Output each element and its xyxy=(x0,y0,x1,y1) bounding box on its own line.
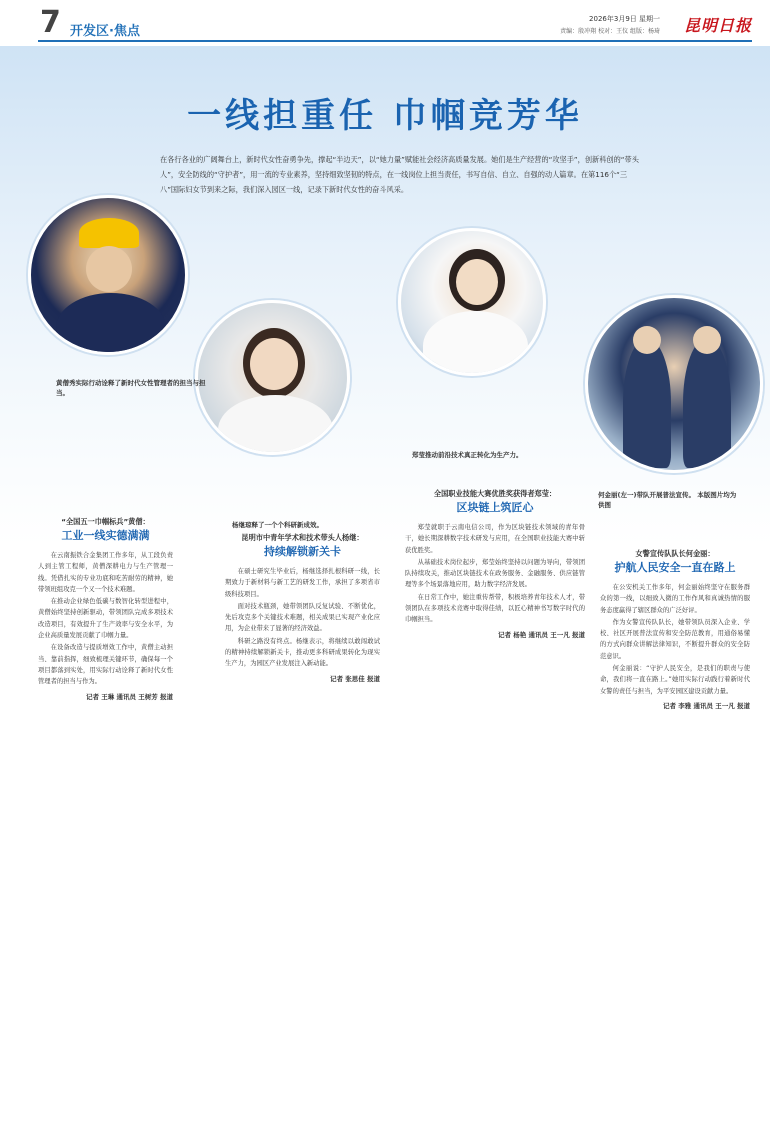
article-paragraph: 在日常工作中，她注重传帮带，积极培养青年技术人才，带领团队在多项技术竞赛中取得佳绩，以匠心精神书写数字时代的巾帼担当。 xyxy=(405,593,585,624)
helmet-icon xyxy=(79,218,139,248)
article-paragraph: 作为女警宣传队队长，她带领队员深入企业、学校、社区开展普法宣传和安全防范教育，用通俗易懂的方式向群众讲解法律知识，不断提升群众的安全防范意识。 xyxy=(600,618,750,660)
article-paragraph: 科研之路没有终点。杨继表示，将继续以敢闯敢试的精神持续解锁新关卡，推动更多科研成果转化为现实生产力，为园区产业发展注入新动能。 xyxy=(225,637,380,668)
article-paragraph: 在云南振铁合金集团工作多年，从工段负责人到主管工程师，黄僧深耕电力与生产管理一线。凭借扎实的专业功底和吃苦耐劳的精神，她带领班组攻克一个又一个技术难题。 xyxy=(38,552,173,593)
article-body xyxy=(38,550,173,688)
uniform-shape xyxy=(56,293,166,355)
article-paragraph: 何金丽说：“守护人民安全，是我们的职责与使命，我们将一直在路上。”她用实际行动践行着新时代女警的责任与担当，为平安园区建设贡献力量。 xyxy=(600,665,750,695)
article-yang xyxy=(225,532,380,683)
officer-right-shape xyxy=(683,338,731,468)
article-byline: 记者 杨艳 通讯员 王一凡 报道 xyxy=(497,630,585,639)
article-paragraph: 在推动企业绿色低碳与数智化转型进程中，黄僧始终坚持创新驱动，带领团队完成多项技术改造项目，有效提升了生产效率与安全水平，为企业高质量发展贡献了巾帼力量。 xyxy=(38,598,173,640)
face-shape xyxy=(86,246,132,292)
photo-caption: 黄僧秀实际行动诠释了新时代女性管理者的担当与担当。 xyxy=(56,379,206,397)
article-paragraph: 在公安机关工作多年，何金丽始终坚守在服务群众的第一线，以细致入微的工作作风和真诚热情的服务态度赢得了辖区群众的广泛好评。 xyxy=(600,584,750,614)
article-paragraph: 在硕士研究生毕业后，杨继选择扎根科研一线，长期致力于新材料与新工艺的研发工作，承担了多项省市级科技项目。 xyxy=(225,568,380,598)
photo-worker-helmet xyxy=(28,195,188,355)
article-kicker: 女警宣传队队长何金丽： xyxy=(635,549,715,558)
lab-coat-shape xyxy=(218,395,333,455)
photo-engineer xyxy=(398,228,546,376)
article-headline: 持续解锁新关卡 xyxy=(264,545,341,558)
article-zheng xyxy=(405,488,585,639)
officer-left-shape xyxy=(623,338,671,468)
photo-caption: 郑莹推动前沿技术真正转化为生产力。 xyxy=(412,451,523,459)
article-paragraph: 面对技术瓶颈，她带领团队反复试验、不断优化，先后攻克多个关键技术难题，相关成果已实现产业化应用，为企业带来了显著的经济效益。 xyxy=(225,602,380,633)
article-paragraph: 在设备改造与提质增效工作中，黄僧主动担当、靠前指挥，细致梳理关键环节，确保每一个项目都落到实处，用实际行动诠释了新时代女性管理者的担当与作为。 xyxy=(38,644,173,686)
article-headline: 护航人民安全一直在路上 xyxy=(614,561,736,574)
intro-paragraph: 在各行各业的广阔舞台上，新时代女性奋勇争先，撑起“半边天”，以“她力量”赋能社会经济高质量发展。她们是生产经营的“攻坚手”，创新科创的“带头人”，安全防线的“守护者”，用一流的专业素养，坚持细致坚韧的特点，在一线岗位上担当责任，书写自信、自立、自强的动人篇章。在第116个“三八”国际妇女节到来之际，我们深入园区一线，记录下新时代女性的奋斗风采。 xyxy=(160,155,639,194)
article-body xyxy=(405,522,585,626)
article-kicker: 全国职业技能大赛优胜奖获得者郑莹： xyxy=(433,489,557,498)
article-headline: 区块链上筑匠心 xyxy=(456,501,534,514)
article-headline: 工业一线实德满满 xyxy=(61,529,150,542)
face-shape xyxy=(250,338,298,390)
section-name: 开发区·焦点 xyxy=(70,24,140,39)
article-byline: 记者 张思佳 报道 xyxy=(329,674,380,683)
photo-caption: 何金丽(左一)带队开展普法宣传。 本版图片均为供图 xyxy=(598,491,737,509)
article-paragraph: 郑莹就职于云南电信公司，作为区块链技术领域的青年骨干，她长期深耕数字技术研发与应用，在全国职业技能大赛中斩获优胜奖。 xyxy=(405,524,585,554)
article-body xyxy=(600,582,750,697)
photo-researcher xyxy=(195,300,350,455)
article-huang xyxy=(38,516,173,701)
photo-police-officers xyxy=(585,295,763,473)
issue-date: 2026年3月9日 星期一 xyxy=(589,15,660,23)
article-body xyxy=(225,566,380,670)
article-paragraph: 从基础技术岗位起步，郑莹始终坚持以问题为导向，带领团队持续攻关，推动区块链技术在政务服务、金融服务、供应链管理等多个场景落地应用，助力数字经济发展。 xyxy=(405,558,585,589)
article-kicker: “全国五一巾帼标兵”黄僧： xyxy=(61,517,150,526)
page-number: 7 xyxy=(40,5,61,40)
article-byline: 记者 王琳 通讯员 王树芳 报道 xyxy=(85,692,173,701)
photo-caption: 杨继琼释了一个个科研新成效。 xyxy=(232,521,323,529)
shirt-shape xyxy=(423,311,528,376)
face-shape xyxy=(693,326,721,354)
page-title: 一线担重任 巾帼竞芳华 xyxy=(187,96,583,136)
page-header xyxy=(0,0,770,46)
face-shape xyxy=(456,259,498,305)
article-he xyxy=(600,548,750,710)
article-byline: 记者 李雅 通讯员 王一凡 报道 xyxy=(662,701,750,710)
header-rule xyxy=(38,40,752,42)
editors-line: 责编：殷冲翔 校对：王仪 组版：杨琦 xyxy=(560,28,660,35)
article-kicker: 昆明市中青年学术和技术带头人杨继： xyxy=(241,533,364,542)
face-shape xyxy=(633,326,661,354)
newspaper-logo: 昆明日报 xyxy=(683,16,752,35)
header-meta xyxy=(560,14,660,35)
